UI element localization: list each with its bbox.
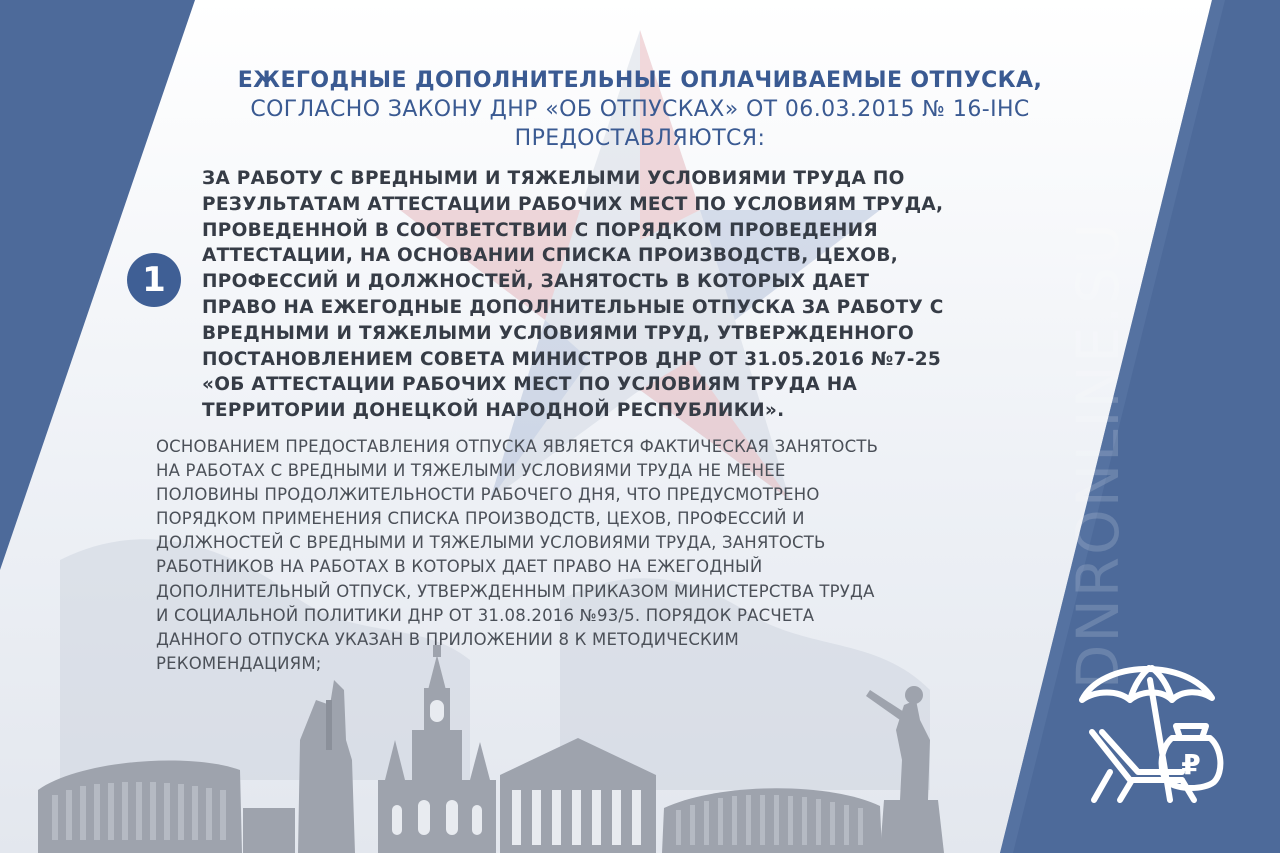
ruble-symbol: ₽ [1181,748,1201,781]
item-line: АТТЕСТАЦИИ, НА ОСНОВАНИИ СПИСКА ПРОИЗВОДСТВ, ЦЕХОВ, [202,245,899,267]
note-line: ПОРЯДКОМ ПРИМЕНЕНИЯ СПИСКА ПРОИЗВОДСТВ, ЦЕХОВ, ПРОФЕССИЙ И [156,509,805,529]
item-line: ПОСТАНОВЛЕНИЕМ СОВЕТА МИНИСТРОВ ДНР ОТ 31.05.2016 №7-25 [202,348,942,370]
item-line: ПРОВЕДЕННОЙ В СООТВЕТСТВИИ С ПОРЯДКОМ ПРОВЕДЕНИЯ [202,219,878,241]
note-line: ПОЛОВИНЫ ПРОДОЛЖИТЕЛЬНОСТИ РАБОЧЕГО ДНЯ, ЧТО ПРЕДУСМОТРЕНО [156,485,820,505]
item-line: ВРЕДНЫМИ И ТЯЖЕЛЫМИ УСЛОВИЯМИ ТРУД, УТВЕРЖДЕННОГО [202,322,915,344]
note-line: ДОЛЖНОСТЕЙ С ВРЕДНЫМИ И ТЯЖЕЛЫМИ УСЛОВИЯМИ ТРУДА, ЗАНЯТОСТЬ [156,533,826,553]
item-line: РЕЗУЛЬТАТАМ АТТЕСТАЦИИ РАБОЧИХ МЕСТ ПО УСЛОВИЯМ ТРУДА, [202,193,944,215]
item-line: ПРОФЕССИЙ И ДОЛЖНОСТЕЙ, ЗАНЯТОСТЬ В КОТОРЫХ ДАЕТ [202,271,870,293]
note-line: ДАННОГО ОТПУСКА УКАЗАН В ПРИЛОЖЕНИИ 8 К МЕТОДИЧЕСКИМ [156,629,739,649]
watermark-text: DNRONLINE.SU [1064,220,1132,690]
note-line: И СОЦИАЛЬНОЙ ПОЛИТИКИ ДНР ОТ 31.08.2016 №93/5. ПОРЯДОК РАСЧЕТА [156,605,815,625]
title-line-2: СОГЛАСНО ЗАКОНУ ДНР «ОБ ОТПУСКАХ» ОТ 06.03.2015 № 16-IНС [250,97,1030,122]
item-line: ЗА РАБОТУ С ВРЕДНЫМИ И ТЯЖЕЛЫМИ УСЛОВИЯМИ ТРУДА ПО [202,168,905,189]
item-line: «ОБ АТТЕСТАЦИИ РАБОЧИХ МЕСТ ПО УСЛОВИЯМ ТРУДА НА [202,374,858,396]
page-title [130,66,1150,153]
note-line: НА РАБОТАХ С ВРЕДНЫМИ И ТЯЖЕЛЫМИ УСЛОВИЯМИ ТРУДА НЕ МЕНЕЕ [156,461,786,481]
note-line: РАБОТНИКОВ НА РАБОТАХ В КОТОРЫХ ДАЕТ ПРАВО НА ЕЖЕГОДНЫЙ [156,557,763,577]
item-line: ПРАВО НА ЕЖЕГОДНЫЕ ДОПОЛНИТЕЛЬНЫЕ ОТПУСКА ЗА РАБОТУ С [202,296,944,318]
note-line: ДОПОЛНИТЕЛЬНЫЙ ОТПУСК, УТВЕРЖДЕННЫМ ПРИКАЗОМ МИНИСТЕРСТВА ТРУДА [156,581,875,601]
note-line: РЕКОМЕНДАЦИЯМ; [156,653,322,673]
note-line: ОСНОВАНИЕМ ПРЕДОСТАВЛЕНИЯ ОТПУСКА ЯВЛЯЕТСЯ ФАКТИЧЕСКАЯ ЗАНЯТОСТЬ [156,437,879,456]
note-paragraph [156,435,1016,676]
item-paragraph [202,166,982,424]
item-line: ТЕРРИТОРИИ ДОНЕЦКОЙ НАРОДНОЙ РЕСПУБЛИКИ». [202,400,785,422]
title-line-3: ПРЕДОСТАВЛЯЮТСЯ: [514,126,766,151]
title-line-1: ЕЖЕГОДНЫЕ ДОПОЛНИТЕЛЬНЫЕ ОПЛАЧИВАЕМЫЕ ОТПУСКА, [237,68,1043,93]
number-circle-icon: 1 [127,253,181,307]
beach-chair-umbrella-money-bag-icon [1072,660,1232,810]
